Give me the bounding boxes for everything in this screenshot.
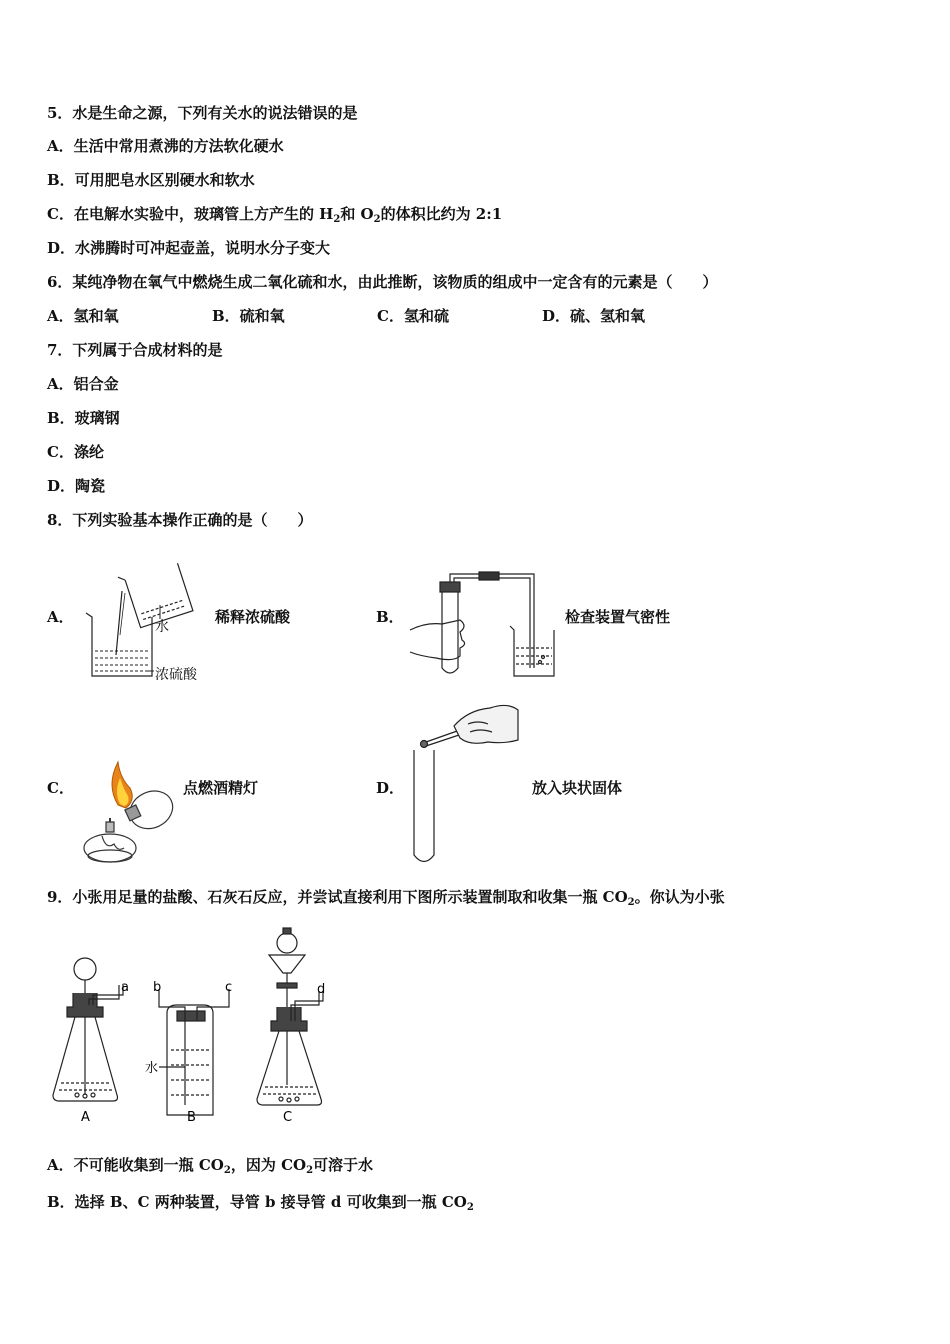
alcohol-lamp-figure [78, 760, 183, 865]
q9-label-d: d [317, 982, 326, 997]
q9-a-sub2: 2 [306, 1165, 314, 1176]
q6-stem: 6．某纯净物在氧气中燃烧生成二氧化硫和水，由此推断，该物质的组成中一定含有的元素是（ ） [47, 273, 718, 291]
q9-cap-c: C [283, 1110, 293, 1125]
q9-a-post: 可溶于水 [313, 1156, 374, 1174]
q7-option-c: C．涤纶 [47, 443, 104, 461]
q6-option-b: B．硫和氧 [212, 307, 285, 325]
q5-option-c [47, 204, 502, 224]
q6-option-d: D．硫、氢和氧 [542, 307, 646, 325]
q9-stem [47, 887, 725, 907]
q5-option-a: A．生活中常用煮沸的方法软化硬水 [47, 137, 284, 155]
solid-into-tube-figure [408, 700, 528, 868]
q5-c-mid: 和 O [340, 205, 374, 223]
q7-option-d: D．陶瓷 [47, 477, 106, 495]
q9-a-sub1: 2 [223, 1165, 231, 1176]
q9-option-a [47, 1155, 373, 1175]
q9-cap-a: A [81, 1110, 90, 1125]
q9-stem-post: 。你认为小张 [634, 888, 725, 906]
q8-a-caption: 稀释浓硫酸 [215, 608, 291, 626]
q7-option-a: A．铝合金 [47, 375, 119, 393]
q5-c-sub2: 2 [373, 214, 381, 225]
q9-label-c: c [225, 980, 233, 995]
q8-d-letter: D． [376, 779, 405, 797]
q5-stem: 5．水是生命之源，下列有关水的说法错误的是 [47, 104, 358, 122]
q5-option-d: D．水沸腾时可冲起壶盖，说明水分子变大 [47, 239, 331, 257]
q7-stem: 7．下列属于合成材料的是 [47, 341, 223, 359]
q9-b-pre: B．选择 B、C 两种装置，导管 b 接导管 d 可收集到一瓶 CO [47, 1193, 467, 1211]
q5-c-pre: C．在电解水实验中，玻璃管上方产生的 H [47, 205, 334, 223]
q8-c-letter: C． [47, 779, 74, 797]
q8-a-acid-label: 浓硫酸 [155, 667, 197, 683]
q8-b-caption: 检查装置气密性 [565, 608, 671, 626]
q8-a-letter: A． [47, 608, 74, 626]
q9-stem-sub: 2 [627, 897, 635, 908]
q7-option-b: B．玻璃钢 [47, 409, 120, 427]
q9-a-pre: A．不可能收集到一瓶 CO [47, 1156, 224, 1174]
q9-cap-b: B [187, 1110, 196, 1125]
q5-c-post: 的体积比约为 2:1 [380, 205, 503, 223]
q9-a-mid: ，因为 CO [230, 1156, 307, 1174]
q5-option-b: B．可用肥皂水区别硬水和软水 [47, 171, 255, 189]
q8-a-water-label: 水 [155, 619, 169, 635]
q9-label-b: b [153, 980, 162, 995]
q8-c-caption: 点燃酒精灯 [183, 779, 259, 797]
airtightness-figure [406, 568, 566, 680]
q9-label-water: 水 [145, 1061, 159, 1076]
q8-d-caption: 放入块状固体 [532, 779, 623, 797]
q8-b-letter: B． [376, 608, 404, 626]
q8-stem: 8．下列实验基本操作正确的是（ ） [47, 511, 313, 529]
gas-apparatus-figure [45, 925, 345, 1130]
q6-option-c: C．氢和硫 [377, 307, 449, 325]
q9-option-b [47, 1192, 474, 1212]
q6-option-a: A．氢和氧 [47, 307, 119, 325]
q9-stem-pre: 9．小张用足量的盐酸、石灰石反应，并尝试直接利用下图所示装置制取和收集一瓶 CO [47, 888, 628, 906]
dilute-acid-figure [78, 543, 218, 688]
q5-c-sub1: 2 [333, 214, 341, 225]
q9-b-sub: 2 [466, 1202, 474, 1213]
q9-label-a: a [121, 980, 129, 995]
